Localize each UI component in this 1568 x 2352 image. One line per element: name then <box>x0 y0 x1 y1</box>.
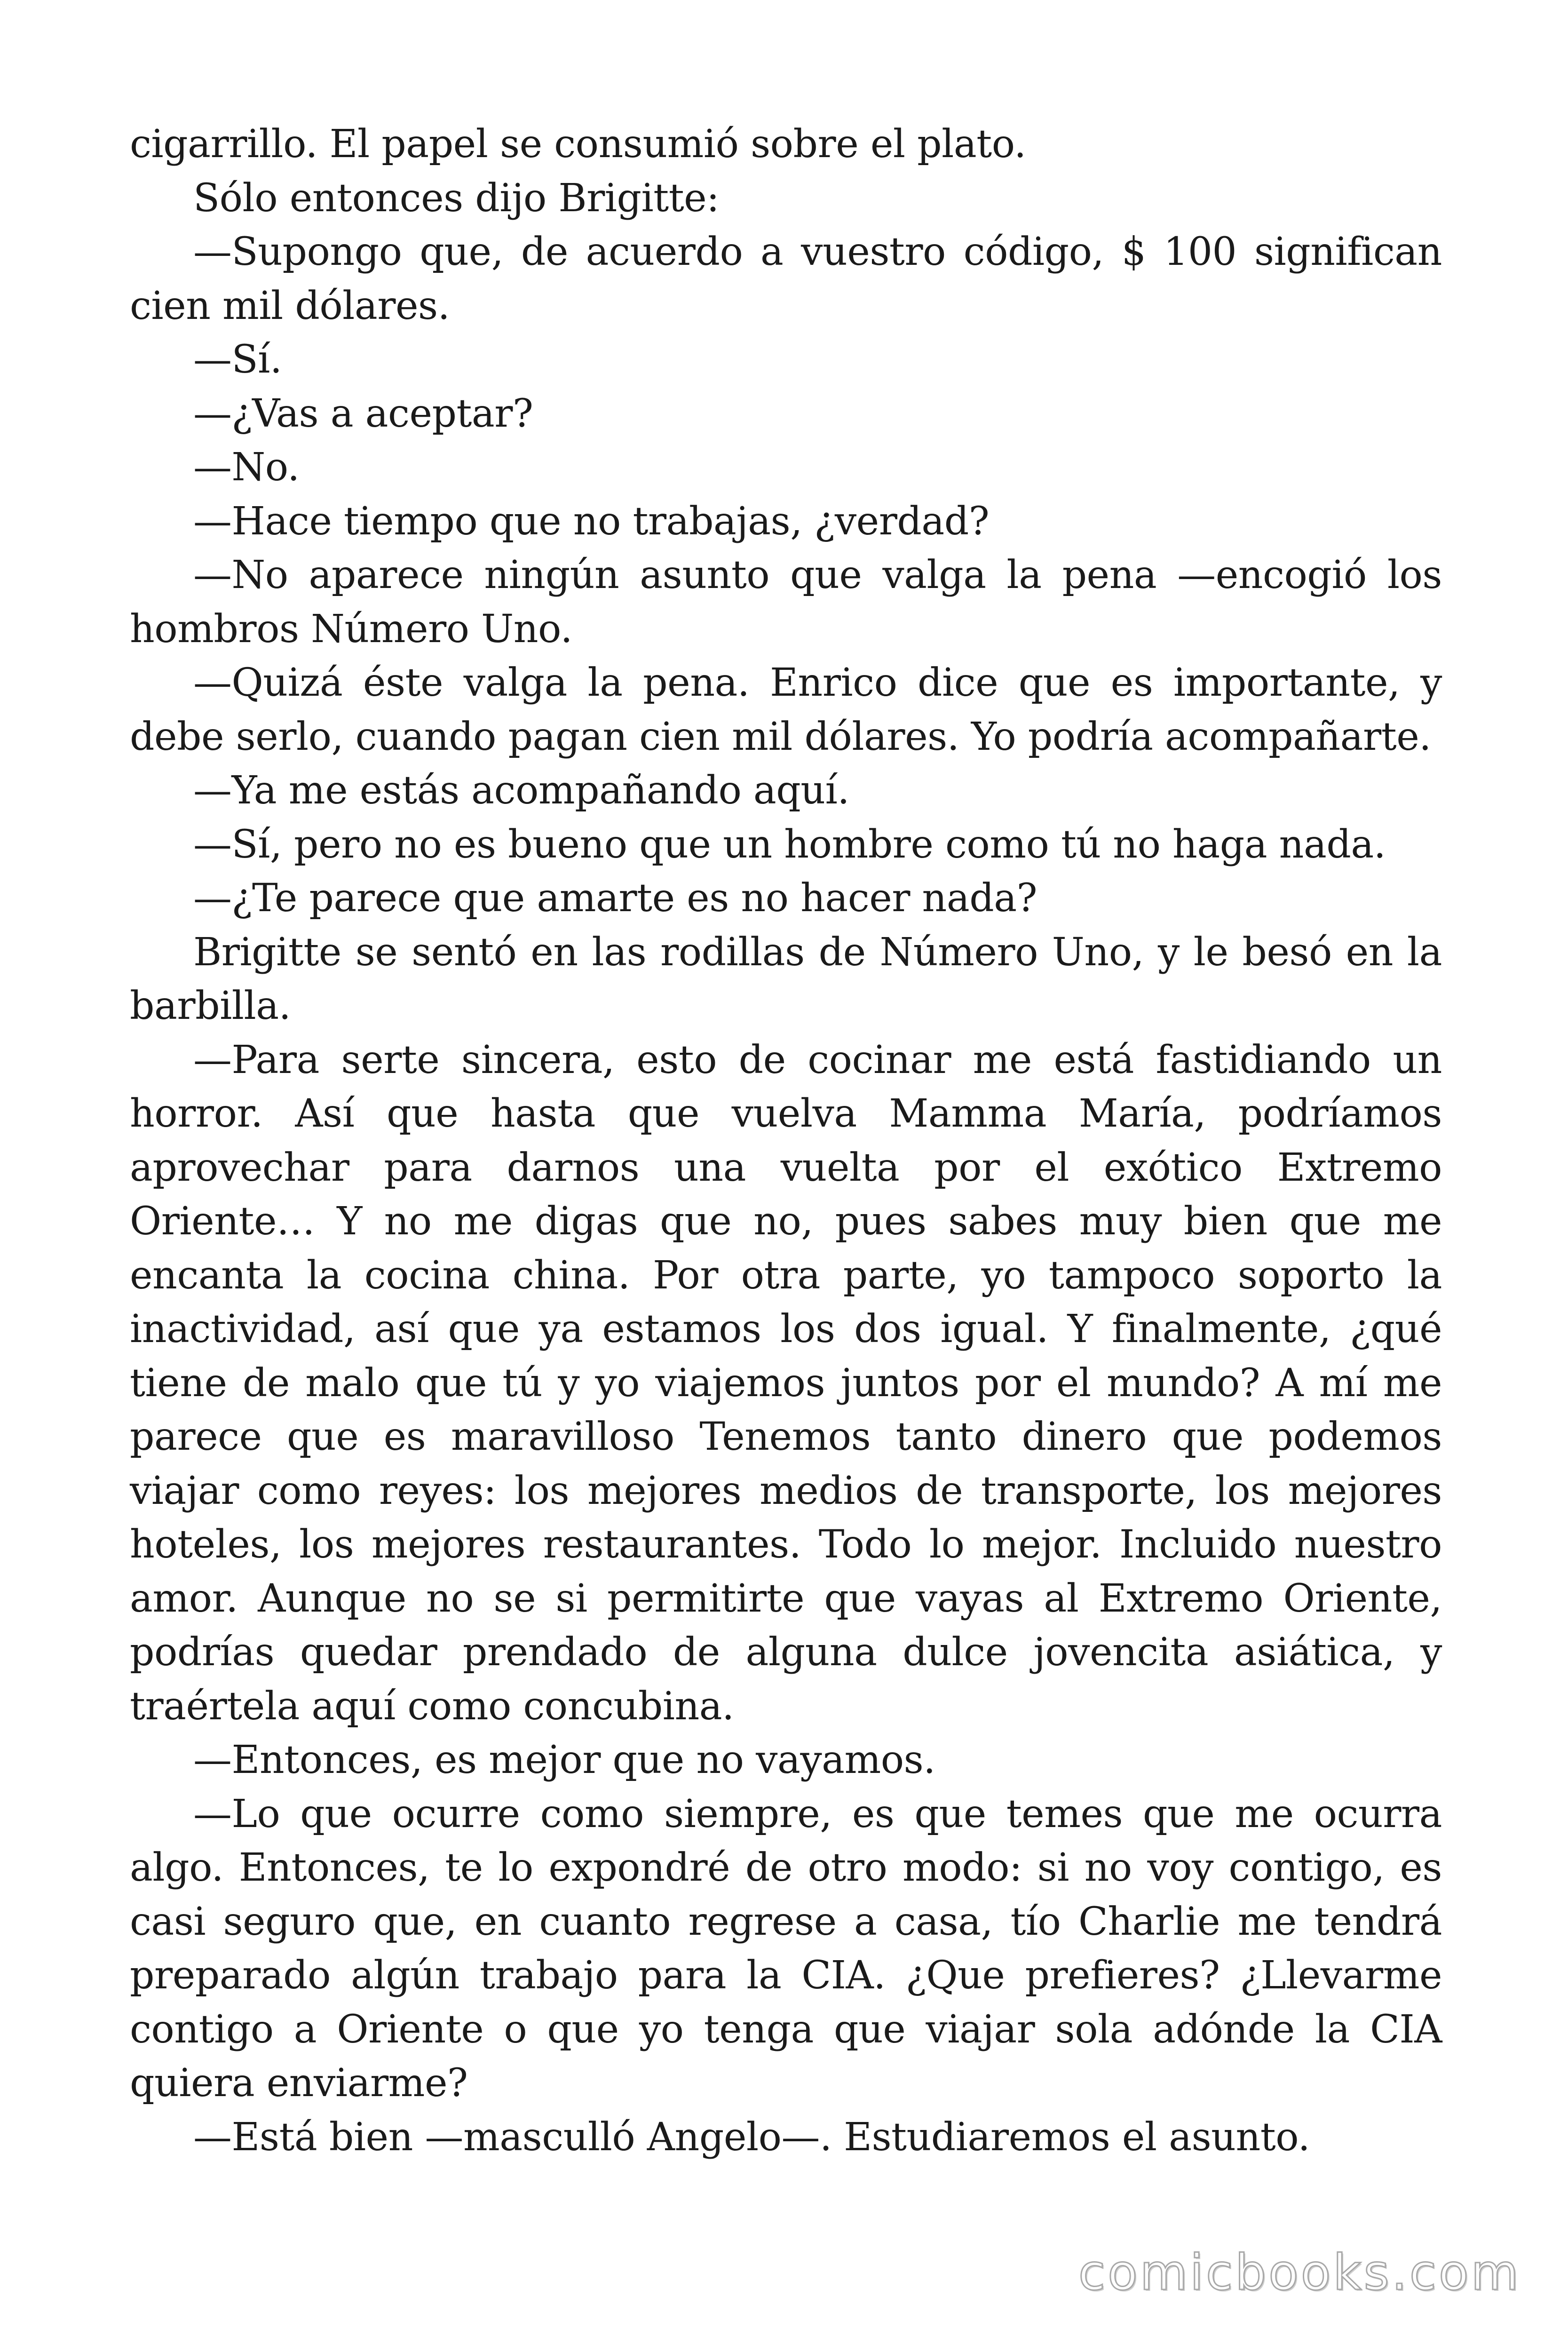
page-body <box>130 118 1442 2164</box>
paragraph: —Está bien —masculló Angelo—. Estudiaremos el asunto. <box>193 2114 1310 2160</box>
paragraph: —No. <box>193 445 300 490</box>
paragraph: —¿Te parece que amarte es no hacer nada? <box>193 876 1037 921</box>
watermark: comicbooks.com <box>1078 2244 1521 2301</box>
paragraph: —Entonces, es mejor que no vayamos. <box>193 1738 935 1782</box>
paragraph: Brigitte se sentó en las rodillas de Número Uno, y le besó en la barbilla. <box>130 930 1442 1028</box>
paragraph: —Para serte sincera, esto de cocinar me está fastidiando un horror. Así que hasta que vuelva Mamma María, podríamos aprovechar para darnos una vuelta por el exótico Extremo Oriente… Y no me digas que no, pues sabes muy bien que me encanta la cocina china. Por otra parte, yo tampoco soporto la inactividad, así que ya estamos los dos igual. Y finalmente, ¿qué tiene de malo que tú y yo viajemos juntos por el mundo? A mí me parece que es maravilloso Tenemos tanto dinero que podemos viajar como reyes: los mejores medios de transporte, los mejores hoteles, los mejores restaurantes. Todo lo mejor. Incluido nuestro amor. Aunque no se si permitirte que vayas al Extremo Oriente, podrías quedar prendado de alguna dulce jovencita asiática, y traértela aquí como concubina. <box>130 1037 1442 1729</box>
paragraph: —Sí. <box>193 337 282 382</box>
paragraph: —No aparece ningún asunto que valga la pena —encogió los hombros Número Uno. <box>130 553 1442 652</box>
paragraph: —¿Vas a aceptar? <box>193 391 533 436</box>
paragraph: —Ya me estás acompañando aquí. <box>193 768 849 813</box>
paragraph: Sólo entonces dijo Brigitte: <box>193 175 720 221</box>
paragraph: —Sí, pero no es bueno que un hombre como tú no haga nada. <box>193 822 1386 867</box>
paragraph: —Hace tiempo que no trabajas, ¿verdad? <box>193 499 990 544</box>
paragraph: cigarrillo. El papel se consumió sobre el plato. <box>130 122 1026 167</box>
paragraph: —Lo que ocurre como siempre, es que temes que me ocurra algo. Entonces, te lo expondré de otro modo: si no voy contigo, es casi seguro que, en cuanto regrese a casa, tío Charlie me tendrá preparado algún trabajo para la CIA. ¿Que prefieres? ¿Llevarme contigo a Oriente o que yo tenga que viajar sola adónde la CIA quiera enviarme? <box>130 1791 1442 2106</box>
paragraph: —Supongo que, de acuerdo a vuestro código, $ 100 significan cien mil dólares. <box>130 230 1442 328</box>
paragraph: —Quizá éste valga la pena. Enrico dice que es importante, y debe serlo, cuando pagan cien mil dólares. Yo podría acompañarte. <box>130 660 1442 759</box>
